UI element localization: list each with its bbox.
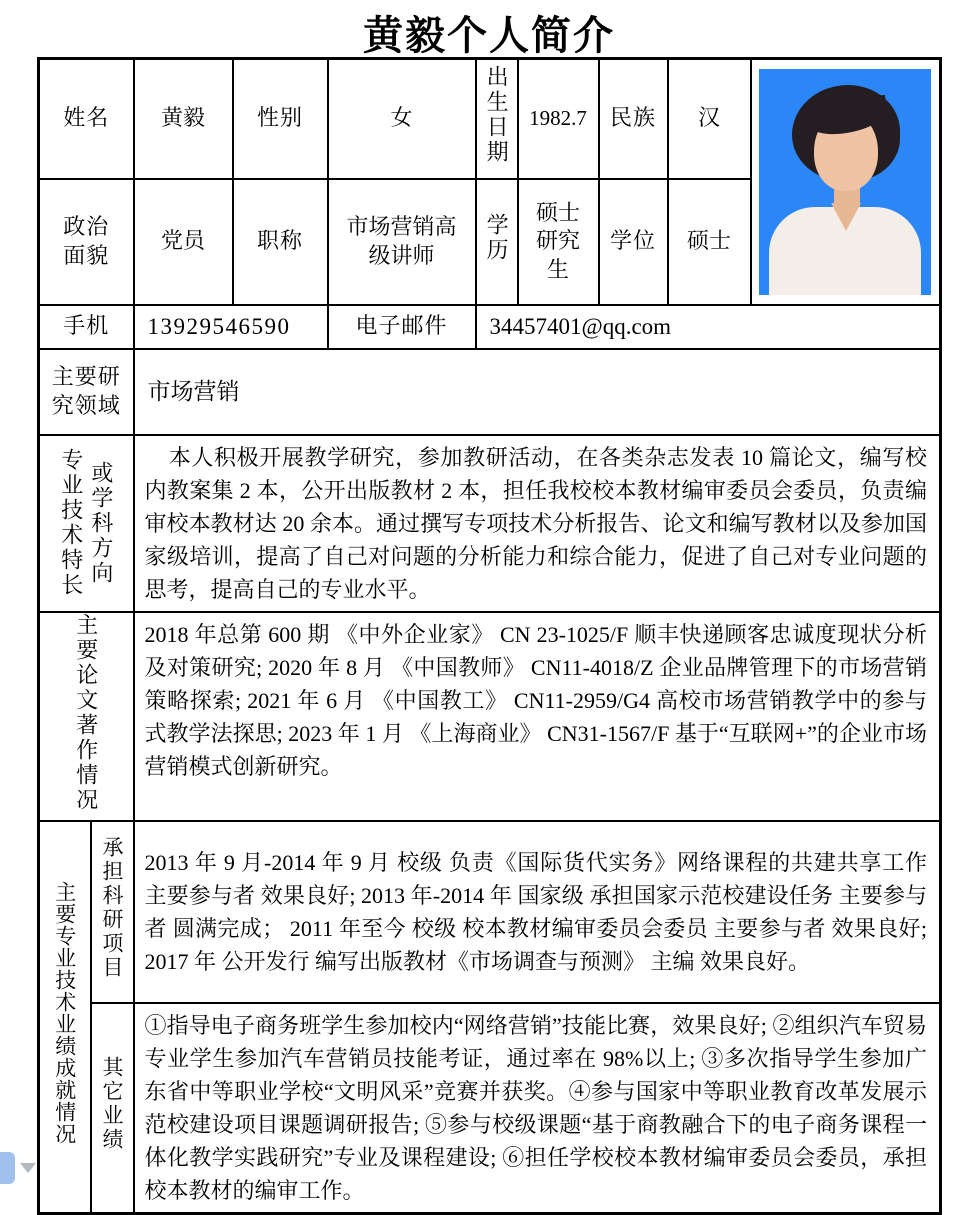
birth-label: 出生日期 [484, 64, 510, 165]
birth-value-cell [518, 59, 599, 179]
name-label: 姓名 [39, 59, 134, 179]
education-label: 学历 [484, 212, 510, 263]
achievements-outer-label: 主要专业技术业绩成就情况 [52, 881, 77, 1146]
floating-plugin-icon[interactable] [0, 1152, 15, 1184]
research-projects-content-cell [134, 821, 941, 1003]
email-value: 34457401@qq.com [476, 305, 941, 349]
ethnic-label: 民族 [599, 59, 668, 179]
education-label-cell [476, 179, 518, 305]
job-title-label: 职称 [233, 179, 328, 305]
name-value: 黄毅 [134, 59, 233, 179]
degree-label: 学位 [599, 179, 668, 305]
research-field-label: 主要研究领域 [51, 363, 121, 418]
other-achievements-text: ①指导电子商务班学生参加校内“网络营销”技能比赛，效果良好; ②组织汽车贸易专业学生参加汽车营销员技能考证，通过率在 98%以上; ③多次指导学生参加广东省中等职业学校“文明风采”竞赛并获奖。④参与国家中等职业教育改革发展示范校建设项目课题调研报告; ⑤参与校级课题“基于商教融合下的电子商务课程一体化教学实践研究”专业及课程建设; ⑥担任学校校本教材编审委员会委员，承担校本教材的编审工作。 [144, 1013, 928, 1204]
specialty-label-cell [39, 435, 134, 612]
job-title-cell [328, 179, 476, 305]
ethnic-value: 汉 [668, 59, 751, 179]
publications-label: 主要论文著作情况 [73, 612, 99, 813]
other-achievements-content-cell [134, 1003, 941, 1214]
publications-text: 2018 年总第 600 期 《中外企业家》 CN 23-1025/F 顺丰快递顾客忠诚度现状分析及对策研究; 2020 年 8 月 《中国教师》 CN11-4018/Z 企业品牌管理下的市场营销策略探索; 2021 年 6 月 《中国教工》 CN11-2959/G4 高校市场营销教学中的参与式教学法探思; 2023 年 1 月 《上海商业》 CN31-1567/F 基于“互联网+”的企业市场营销模式创新研究。 [144, 621, 928, 779]
politics-label: 政治面貌 [63, 213, 110, 268]
dropdown-caret-icon[interactable] [20, 1163, 36, 1173]
photo-collar-shape [831, 203, 861, 231]
email-label: 电子邮件 [328, 305, 476, 349]
specialty-content-cell [134, 435, 941, 612]
photo-cell [751, 59, 941, 305]
specialty-label-col2: 或学科方向 [88, 460, 114, 586]
publications-content-cell [134, 612, 941, 822]
achievements-outer-label-cell [39, 821, 91, 1214]
page-title: 黄毅个人简介 [363, 13, 615, 58]
research-field-value: 市场营销 [134, 349, 941, 435]
research-projects-text: 2013 年 9 月-2014 年 9 月 校级 负责《国际货代实务》网络课程的共建共享工作 主要参与者 效果良好; 2013 年-2014 年 国家级 承担国家示范校建设任务 主要参与者 圆满完成； 2011 年至今 校级 校本教材编审委员会委员 主要参与者 效果良好; 2017 年 公开发行 编写出版教材《市场调查与预测》 主编 效果良好。 [144, 850, 928, 975]
gender-label: 性别 [233, 59, 328, 179]
degree-value: 硕士 [668, 179, 751, 305]
politics-value: 党员 [134, 179, 233, 305]
research-field-label-cell [39, 349, 134, 435]
id-photo [759, 69, 931, 295]
specialty-text: 本人积极开展教学研究，参加教研活动，在各类杂志发表 10 篇论文，编写校内教案集 2 本，公开出版教材 2 本，担任我校校本教材编审委员会委员，负责编审校本教材达 20 余本。通过撰写专项技术分析报告、论文和编写教材以及参加国家级培训，提高了自己对问题的分析能力和综合能力，促进了自己对专业问题的思考，提高自己的专业水平。 [144, 444, 928, 602]
gender-value: 女 [328, 59, 476, 179]
education-value: 硕士研究生 [536, 199, 581, 282]
birth-value: 1982.7 [529, 106, 587, 131]
publications-label-cell [39, 612, 134, 822]
other-achievements-label: 其它业绩 [100, 1056, 125, 1153]
phone-label: 手机 [39, 305, 134, 349]
job-title-value: 市场营销高级讲师 [346, 213, 457, 268]
phone-value: 13929546590 [134, 305, 328, 349]
birth-label-cell [476, 59, 518, 179]
other-achievements-label-cell [91, 1003, 134, 1214]
research-projects-label-cell [91, 821, 134, 1003]
politics-label-cell [39, 179, 134, 305]
specialty-label-col1: 专业技术特长 [58, 448, 84, 598]
resume-table [37, 57, 942, 1215]
research-projects-label: 承担科研项目 [100, 836, 125, 981]
education-value-cell [518, 179, 599, 305]
